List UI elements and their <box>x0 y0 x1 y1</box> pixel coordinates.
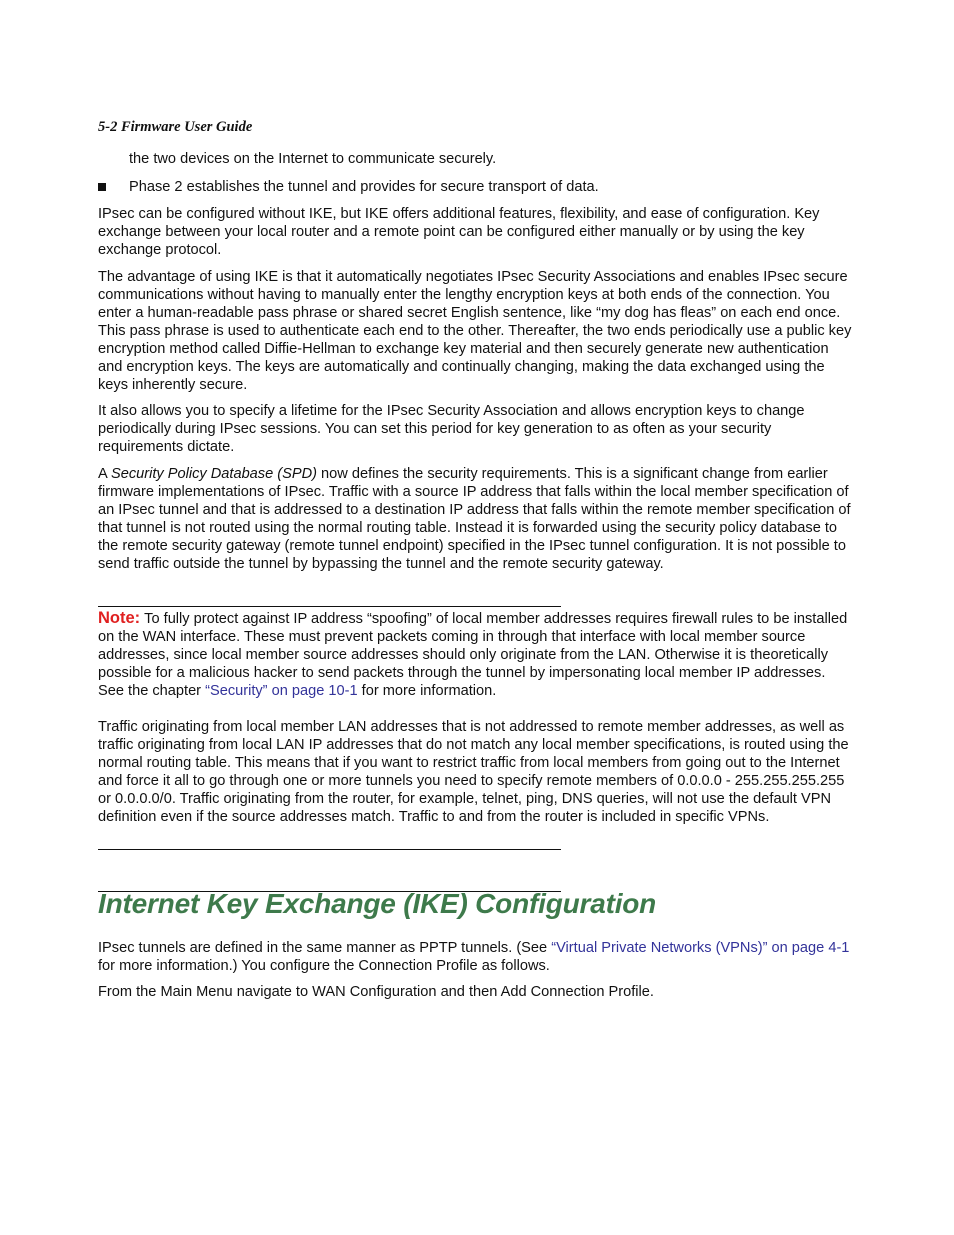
ipsec-text-end: for more information.) You configure the Connection Profile as follows. <box>98 958 550 974</box>
spd-text: now defines the security requirements. This is a significant change from earlier firmware implementations of IPsec. Traffic with a source IP address that falls within the local member specification of an IPsec tunnel and that is addressed to a destination IP address that falls within the remote member specification of that tunnel is not routed using the normal routing table. Instead it is forwarded using the security policy database to the remote security gateway (remote tunnel endpoint) specified in the IPsec tunnel configuration. It is not possible to send traffic outside the tunnel by bypassing the tunnel and the remote security gateway. <box>98 466 851 572</box>
note-label: Note: <box>98 609 141 627</box>
note-bottom-rule <box>98 849 561 850</box>
ipsec-text-start: IPsec tunnels are defined in the same manner as PPTP tunnels. (See <box>98 940 552 956</box>
paragraph-main-menu: From the Main Menu navigate to WAN Configuration and then Add Connection Profile. <box>98 984 654 1000</box>
paragraph-ike-optional: IPsec can be configured without IKE, but IKE offers additional features, flexibility, and ease of configuration. Key exchange between your local router and a remote point can be configured either manually or by using the key exchange protocol. <box>98 206 820 258</box>
list-item-text: Phase 2 establishes the tunnel and provides for secure transport of data. <box>129 179 599 195</box>
paragraph-spd <box>98 465 855 573</box>
note-paragraph <box>98 609 855 700</box>
spd-term: Security Policy Database (SPD) <box>110 466 317 482</box>
security-chapter-link[interactable]: “Security” on page 10-1 <box>205 683 358 699</box>
note-paragraph-traffic: Traffic originating from local member LAN addresses that is not addressed to remote member addresses, as well as traffic originating from local LAN IP addresses that do not match any local member specifications, is routed using the normal routing table. This means that if you want to restrict traffic from local members from going out to the Internet and force it all to go through one or more tunnels you need to specify remote members of 0.0.0.0 - 255.255.255.255 or 0.0.0.0/0. Traffic originating from the router, for example, telnet, ping, DNS queries, will not use the default VPN definition even if the source addresses match. Traffic to and from the router is included in specific VPNs. <box>98 719 849 825</box>
note-text-end: for more information. <box>357 683 497 699</box>
note-top-rule <box>98 606 561 607</box>
bullet-continuation: the two devices on the Internet to communicate securely. <box>129 151 497 167</box>
paragraph-lifetime: It also allows you to specify a lifetime for the IPsec Security Association and allows encryption keys to change periodically during IPsec sessions. You can set this period for key generation to as often as your security requirements dictate. <box>98 403 805 455</box>
vpn-chapter-link[interactable]: “Virtual Private Networks (VPNs)” on page 4-1 <box>551 940 850 956</box>
note-text: To fully protect against IP address “spoofing” of local member addresses requires firewall rules to be installed on the WAN interface. These must prevent packets coming in through that interface with local member source addresses, since local member source addresses should only originate from the LAN. Otherwise it is theoretically possible for a malicious hacker to send packets through the tunnel by impersonating local member IP addresses. See the chapter <box>98 611 848 699</box>
square-bullet-icon <box>98 183 106 191</box>
spd-prefix: A <box>98 466 111 482</box>
paragraph-ipsec-tunnels <box>98 939 855 975</box>
section-title: Internet Key Exchange (IKE) Configuration <box>98 888 657 919</box>
paragraph-ike-advantage: The advantage of using IKE is that it automatically negotiates IPsec Security Associations and enables IPsec secure communications without having to manually enter the lengthy encryption keys at both ends of the connection. You enter a human-readable pass phrase or shared secret English sentence, like “my dog has fleas” on each end once. This pass phrase is used to authenticate each end to the other. Thereafter, the two ends periodically use a public key encryption method called Diffie-Hellman to exchange key material and then securely generate new authentication and encryption keys. The keys are automatically and continually changing, making the data exchanged using the keys inherently secure. <box>98 269 852 393</box>
running-header: 5-2 Firmware User Guide <box>98 119 253 135</box>
